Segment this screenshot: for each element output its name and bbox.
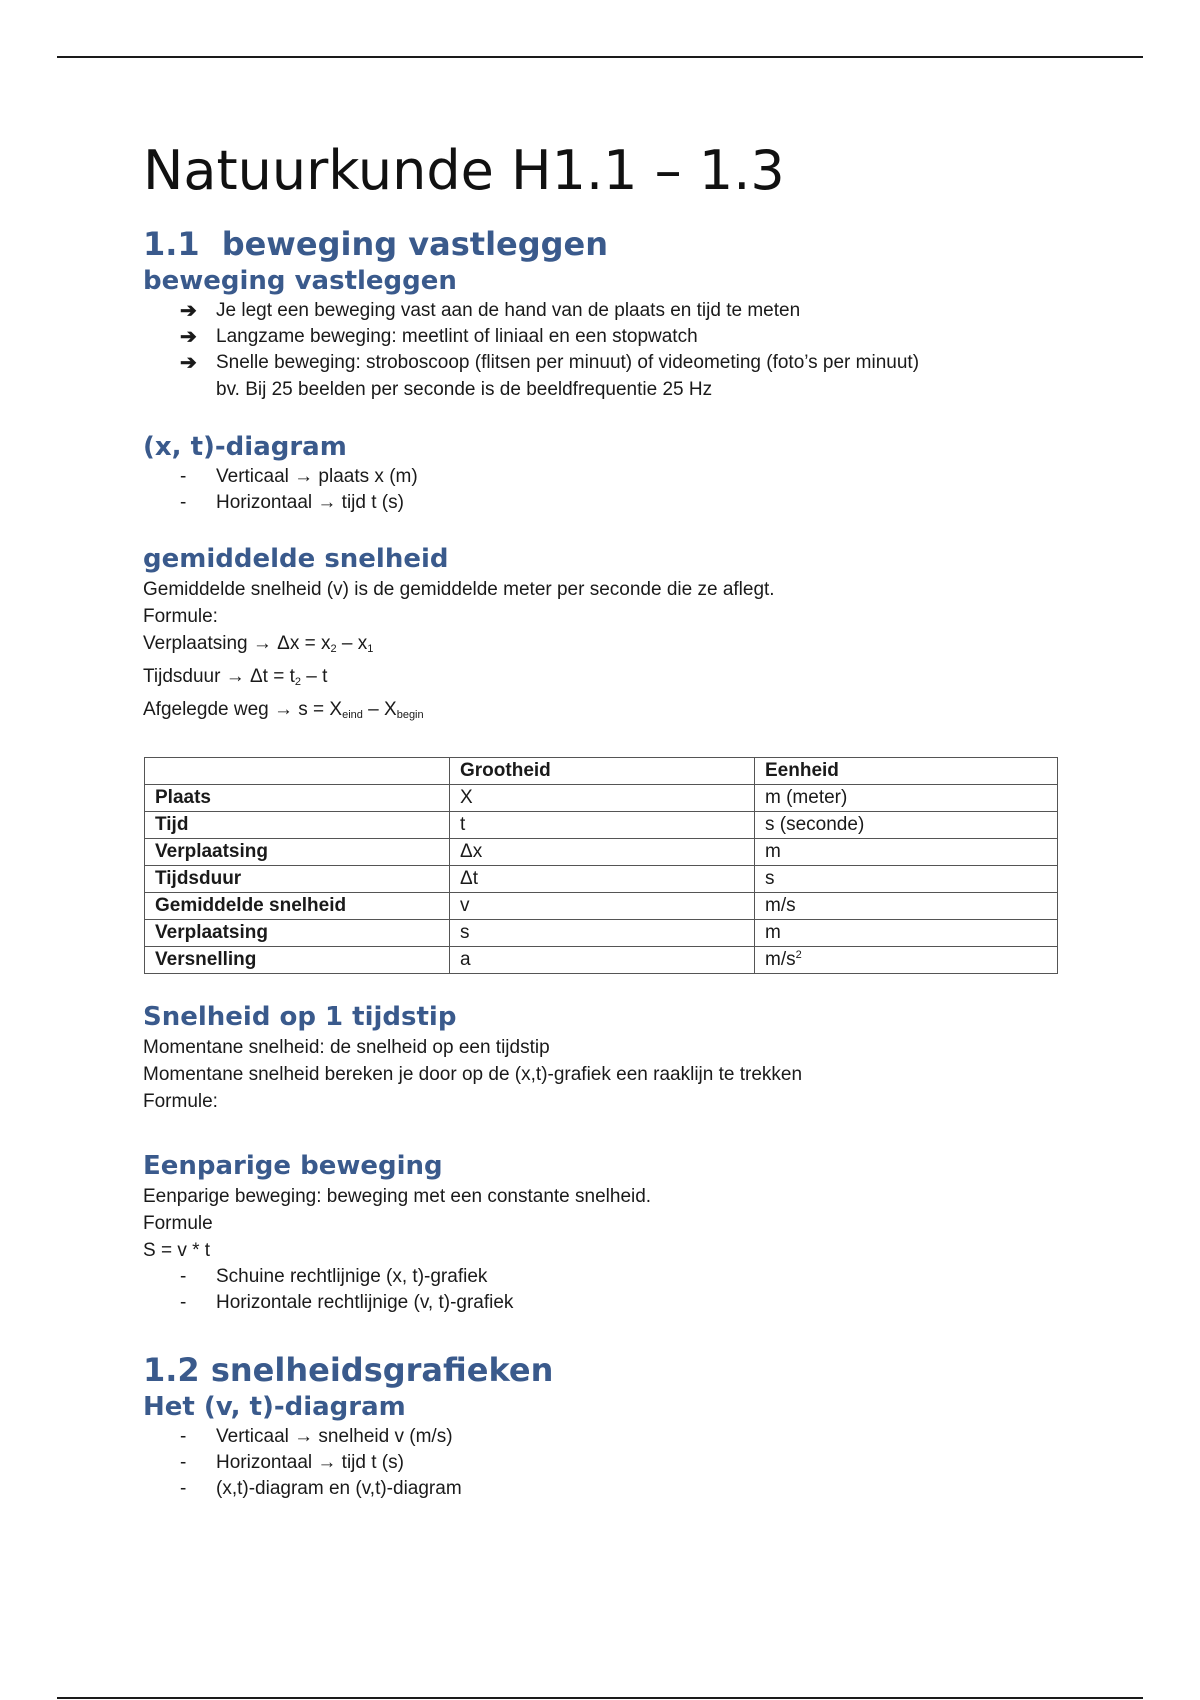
list-item: ➔ Langzame beweging: meetlint of liniaal en een stopwatch: [180, 326, 698, 348]
subheading-xt-diagram: (x, t)-diagram: [143, 432, 347, 462]
table-row: [145, 947, 1058, 974]
dash-bullet: -: [180, 1266, 187, 1287]
table-cell: Tijdsduur: [145, 866, 450, 893]
dash-bullet: -: [180, 1478, 187, 1499]
list-item: - Horizontale rechtlijnige (v, t)-grafiek: [143, 1290, 1063, 1316]
table-cell: v: [450, 893, 755, 920]
table-row: [145, 866, 1058, 893]
subheading-vt-diagram: Het (v, t)-diagram: [143, 1392, 406, 1422]
list-item: - Horizontaal → tijd t (s): [143, 1450, 1063, 1476]
list-item: - Verticaal → plaats x (m): [143, 464, 1063, 490]
paragraph: Formule:: [143, 606, 218, 627]
table-cell: Tijd: [145, 812, 450, 839]
paragraph: Formule: [143, 1213, 213, 1234]
list-item: - Schuine rechtlijnige (x, t)-grafiek: [143, 1264, 1063, 1290]
formula-verplaatsing: Verplaatsing → $\Delta x = x_2 - x_1$: [143, 633, 374, 655]
table-cell: t: [450, 812, 755, 839]
arrow-icon: ➔: [180, 300, 197, 322]
table-cell: m/s: [755, 893, 1058, 920]
section-title: beweging vastleggen: [221, 225, 609, 263]
table-cell: Δt: [450, 866, 755, 893]
dash-list: [143, 1424, 1063, 1502]
table-cell: Δx: [450, 839, 755, 866]
section-heading-1-2: 1.2 snelheidsgrafieken: [143, 1351, 554, 1389]
document-title: Natuurkunde H1.1 – 1.3: [143, 139, 785, 202]
table-cell: Verplaatsing: [145, 920, 450, 947]
dash-bullet: -: [180, 1426, 187, 1447]
dash-list: [143, 464, 1063, 516]
arrow-icon: ➔: [180, 352, 197, 374]
table-cell: m (meter): [755, 785, 1058, 812]
formula: S = v * t: [143, 1240, 211, 1261]
table-cell: X: [450, 785, 755, 812]
table-header-cell: Grootheid: [450, 758, 755, 785]
table-cell: m: [755, 920, 1058, 947]
dash-bullet: -: [180, 1292, 187, 1313]
paragraph: Momentane snelheid: de snelheid op een tijdstip: [143, 1037, 550, 1058]
subheading-eenparige-beweging: Eenparige beweging: [143, 1151, 443, 1181]
table-cell: s: [755, 866, 1058, 893]
arrow-icon: ➔: [180, 326, 197, 348]
list-item: - (x,t)-diagram en (v,t)-diagram: [143, 1476, 1063, 1502]
table-cell: $m/s^2$: [755, 947, 1058, 974]
table-cell: Versnelling: [145, 947, 450, 974]
document-body: [143, 136, 1063, 1502]
table-cell: m: [755, 839, 1058, 866]
dash-list: [143, 1264, 1063, 1316]
table-row: [145, 893, 1058, 920]
list-continuation: bv. Bij 25 beelden per seconde is de beeldfrequentie 25 Hz: [216, 379, 713, 400]
section-number: 1.1: [143, 225, 200, 263]
subheading-snelheid-op-tijdstip: Snelheid op 1 tijdstip: [143, 1002, 457, 1032]
footer-rule: [57, 1697, 1143, 1699]
arrow-list: [143, 298, 1063, 376]
list-item: - Verticaal → snelheid v (m/s): [143, 1424, 1063, 1450]
table-header-cell: [145, 758, 450, 785]
table-cell: Verplaatsing: [145, 839, 450, 866]
table-row: [145, 785, 1058, 812]
table-cell: s (seconde): [755, 812, 1058, 839]
table-cell: Plaats: [145, 785, 450, 812]
paragraph: Eenparige beweging: beweging met een constante snelheid.: [143, 1186, 652, 1207]
table-cell: Gemiddelde snelheid: [145, 893, 450, 920]
section-heading-1-1: [143, 224, 1063, 264]
subheading-beweging-vastleggen: beweging vastleggen: [143, 266, 457, 296]
table-header-cell: Eenheid: [755, 758, 1058, 785]
dash-bullet: -: [180, 466, 187, 487]
dash-bullet: -: [180, 1452, 187, 1473]
table-row: [145, 812, 1058, 839]
quantities-table: [144, 757, 1058, 974]
list-item: - Horizontaal → tijd t (s): [143, 490, 1063, 516]
formula-tijdsduur: Tijdsduur → $\Delta t = t_2 - t$: [143, 666, 328, 688]
table-row: [145, 839, 1058, 866]
list-item: ➔ Je legt een beweging vast aan de hand van de plaats en tijd te meten: [180, 300, 801, 322]
subheading-gemiddelde-snelheid: gemiddelde snelheid: [143, 544, 449, 574]
list-item: ➔ Snelle beweging: stroboscoop (flitsen per minuut) of videometing (foto’s per minuut): [180, 352, 920, 374]
paragraph: Momentane snelheid bereken je door op de (x,t)-grafiek een raaklijn te trekken: [143, 1064, 803, 1085]
formula-afgelegde-weg: Afgelegde weg → $s = X_{eind} - X_{begin}$: [143, 699, 424, 721]
table-cell: s: [450, 920, 755, 947]
header-rule: [57, 56, 1143, 58]
table-row: [145, 920, 1058, 947]
paragraph: Gemiddelde snelheid (v) is de gemiddelde meter per seconde die ze aflegt.: [143, 579, 775, 600]
table-header-row: [145, 758, 1058, 785]
table-cell: a: [450, 947, 755, 974]
dash-bullet: -: [180, 492, 187, 513]
paragraph: Formule:: [143, 1091, 218, 1112]
